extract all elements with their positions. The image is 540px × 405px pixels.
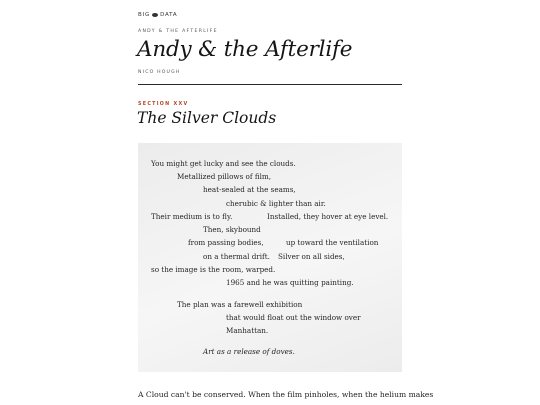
body-paragraph: A Cloud can't be conserved. When the film pinholes, when the helium makes (138, 390, 434, 399)
poem-line: Manhattan. (226, 326, 269, 335)
poem-line: Then, skybound (203, 225, 261, 234)
poem-line: Metallized pillows of film, (177, 172, 272, 181)
section-label: SECTION XXV (138, 102, 189, 107)
poem-line: heat-sealed at the seams, (203, 185, 296, 194)
poem-line: up toward the ventilation (286, 238, 379, 247)
poem-line: on a thermal drift. (203, 252, 270, 261)
logo-text-right: DATA (160, 12, 178, 18)
poem-line: so the image is the room, warped. (151, 265, 276, 274)
poem-line: You might get lucky and see the clouds. (151, 159, 296, 168)
poem-block (138, 143, 402, 372)
poem-line: Silver on all sides, (278, 252, 345, 261)
page-title: Andy & the Afterlife (137, 37, 353, 62)
poem-line: cherubic & lighter than air. (226, 199, 326, 208)
article-kicker: ANDY & THE AFTERLIFE (138, 29, 218, 34)
poem-line: 1965 and he was quitting painting. (226, 278, 354, 287)
author-byline[interactable]: NICO HOUGH (138, 70, 181, 75)
header-divider (138, 84, 402, 85)
poem-line: Installed, they hover at eye level. (267, 212, 389, 221)
poem-line: from passing bodies, (188, 238, 264, 247)
poem-line: that would float out the window over (226, 313, 361, 322)
section-title: The Silver Clouds (137, 109, 277, 127)
site-logo[interactable] (138, 12, 177, 18)
poem-line: Their medium is to fly. (151, 212, 233, 221)
poem-line: Art as a release of doves. (203, 347, 295, 356)
logo-mark-icon (152, 13, 158, 17)
logo-text-left: BIG (138, 12, 151, 18)
poem-line: The plan was a farewell exhibition (177, 300, 303, 309)
